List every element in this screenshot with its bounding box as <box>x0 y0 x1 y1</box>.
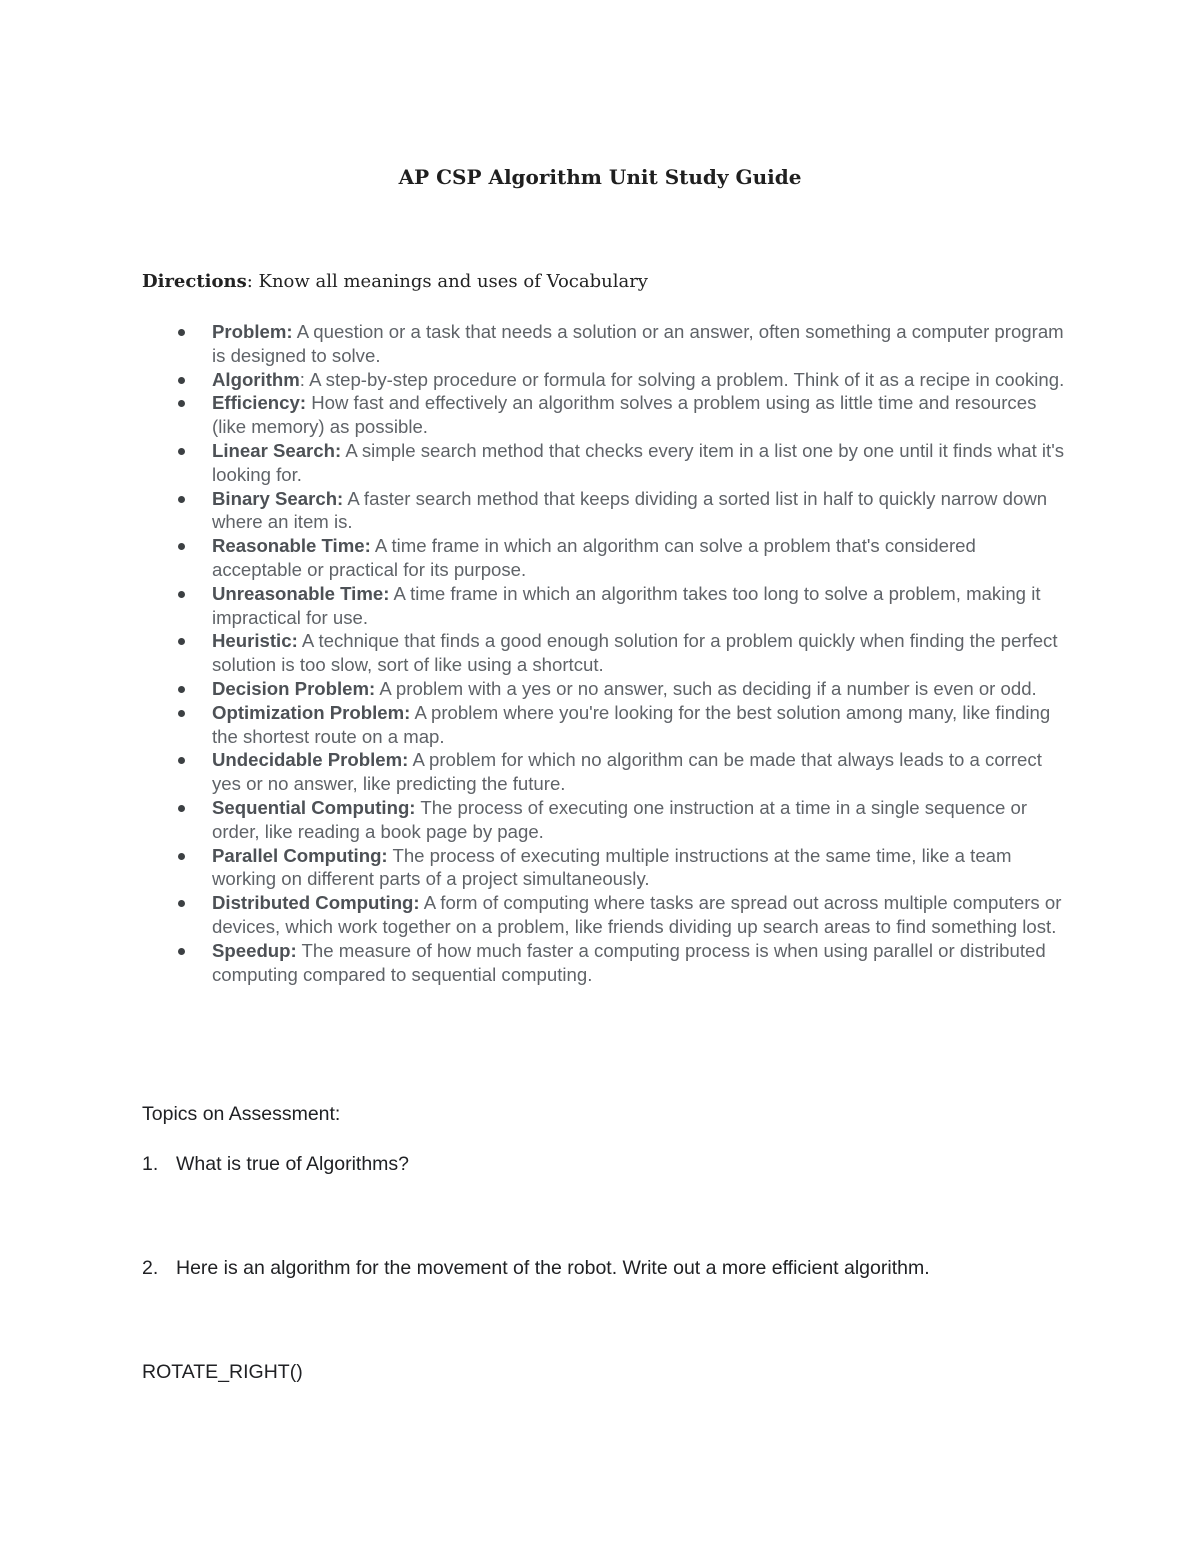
list-item <box>178 939 1068 987</box>
vocab-definition: A problem where you're looking for the best solution among many, like finding the shortest route on a map. <box>212 701 1051 747</box>
list-item <box>178 320 1068 368</box>
question-text: What is true of Algorithms? <box>176 1153 410 1175</box>
vocab-term: Unreasonable Time: <box>212 582 390 604</box>
bullet-icon <box>178 853 185 860</box>
list-item <box>178 487 1068 535</box>
list-item <box>178 844 1068 892</box>
topics-heading: Topics on Assessment: <box>142 1103 341 1125</box>
bullet-icon <box>178 543 185 550</box>
list-item <box>178 891 1068 939</box>
question-1 <box>142 1153 409 1176</box>
vocab-definition: A question or a task that needs a solution or an answer, often something a computer program is designed to solve. <box>212 321 1064 366</box>
vocab-term: Optimization Problem: <box>212 701 411 723</box>
list-item <box>178 534 1068 582</box>
vocab-definition: A technique that finds a good enough solution for a problem quickly when finding the perfect solution is too slow, sort of like using a shortcut. <box>212 630 1058 676</box>
bullet-icon <box>178 948 185 955</box>
bullet-icon <box>178 900 185 907</box>
list-item <box>178 677 1068 701</box>
vocab-term: Heuristic: <box>212 630 298 652</box>
list-item <box>178 368 1068 392</box>
bullet-icon <box>178 710 185 717</box>
vocab-definition: A problem with a yes or no answer, such as deciding if a number is even or odd. <box>375 677 1037 699</box>
vocab-term: Binary Search: <box>212 487 344 509</box>
vocab-term: Linear Search: <box>212 439 342 461</box>
vocab-term: Efficiency: <box>212 392 307 414</box>
vocab-definition: How fast and effectively an algorithm solves a problem using as little time and resources (like memory) as possible. <box>212 392 1037 438</box>
bullet-icon <box>178 400 185 407</box>
vocab-definition: A faster search method that keeps dividing a sorted list in half to quickly narrow down where an item is. <box>212 487 1048 533</box>
vocab-definition: A simple search method that checks every item in a list one by one until it finds what it's looking for. <box>212 439 1065 485</box>
question-2 <box>142 1257 930 1280</box>
vocab-definition: The process of executing multiple instructions at the same time, like a team working on different parts of a project simultaneously. <box>212 844 1012 890</box>
bullet-icon <box>178 638 185 645</box>
vocab-term: Problem: <box>212 321 293 342</box>
vocab-definition: : A step-by-step procedure or formula for solving a problem. Think of it as a recipe in cooking. <box>299 368 1065 390</box>
vocab-definition: A problem for which no algorithm can be made that always leads to a correct yes or no answer, like predicting the future. <box>212 749 1042 795</box>
list-item <box>178 629 1068 677</box>
vocab-term: Distributed Computing: <box>212 892 420 914</box>
bullet-icon <box>178 329 185 336</box>
vocab-definition: A time frame in which an algorithm takes too long to solve a problem, making it impractical for use. <box>212 582 1041 628</box>
vocab-term: Sequential Computing: <box>212 796 416 818</box>
question-text: Here is an algorithm for the movement of the robot. Write out a more efficient algorithm. <box>176 1257 930 1279</box>
list-item <box>178 748 1068 796</box>
question-number: 1. <box>142 1153 159 1175</box>
vocabulary-list <box>178 320 1068 986</box>
list-item <box>178 582 1068 630</box>
list-item <box>178 796 1068 844</box>
bullet-icon <box>178 591 185 598</box>
page-title: AP CSP Algorithm Unit Study Guide <box>398 165 802 189</box>
vocab-term: Parallel Computing: <box>212 844 388 866</box>
list-item <box>178 439 1068 487</box>
question-number: 2. <box>142 1257 159 1279</box>
directions <box>142 271 648 292</box>
bullet-icon <box>178 805 185 812</box>
vocab-definition: A form of computing where tasks are spread out across multiple computers or devices, which work together on a problem, like friends dividing up search areas to find something lost. <box>212 892 1062 937</box>
bullet-icon <box>178 496 185 503</box>
vocab-term: Undecidable Problem: <box>212 749 409 771</box>
list-item <box>178 391 1068 439</box>
vocab-definition: The measure of how much faster a computing process is when using parallel or distributed computing compared to sequential computing. <box>212 939 1046 985</box>
vocab-definition: The process of executing one instruction at a time in a single sequence or order, like reading a book page by page. <box>212 796 1028 842</box>
list-item <box>178 701 1068 749</box>
vocab-term: Algorithm <box>212 368 300 390</box>
vocab-term: Reasonable Time: <box>212 535 371 557</box>
bullet-icon <box>178 686 185 693</box>
directions-label: Directions <box>142 271 247 292</box>
code-line: ROTATE_RIGHT() <box>142 1361 303 1383</box>
bullet-icon <box>178 757 185 764</box>
directions-text: : Know all meanings and uses of Vocabulary <box>246 271 648 292</box>
bullet-icon <box>178 377 185 384</box>
vocab-term: Speedup: <box>212 939 297 961</box>
vocab-definition: A time frame in which an algorithm can solve a problem that's considered acceptable or practical for its purpose. <box>212 535 976 580</box>
vocab-term: Decision Problem: <box>212 677 376 699</box>
bullet-icon <box>178 448 185 455</box>
